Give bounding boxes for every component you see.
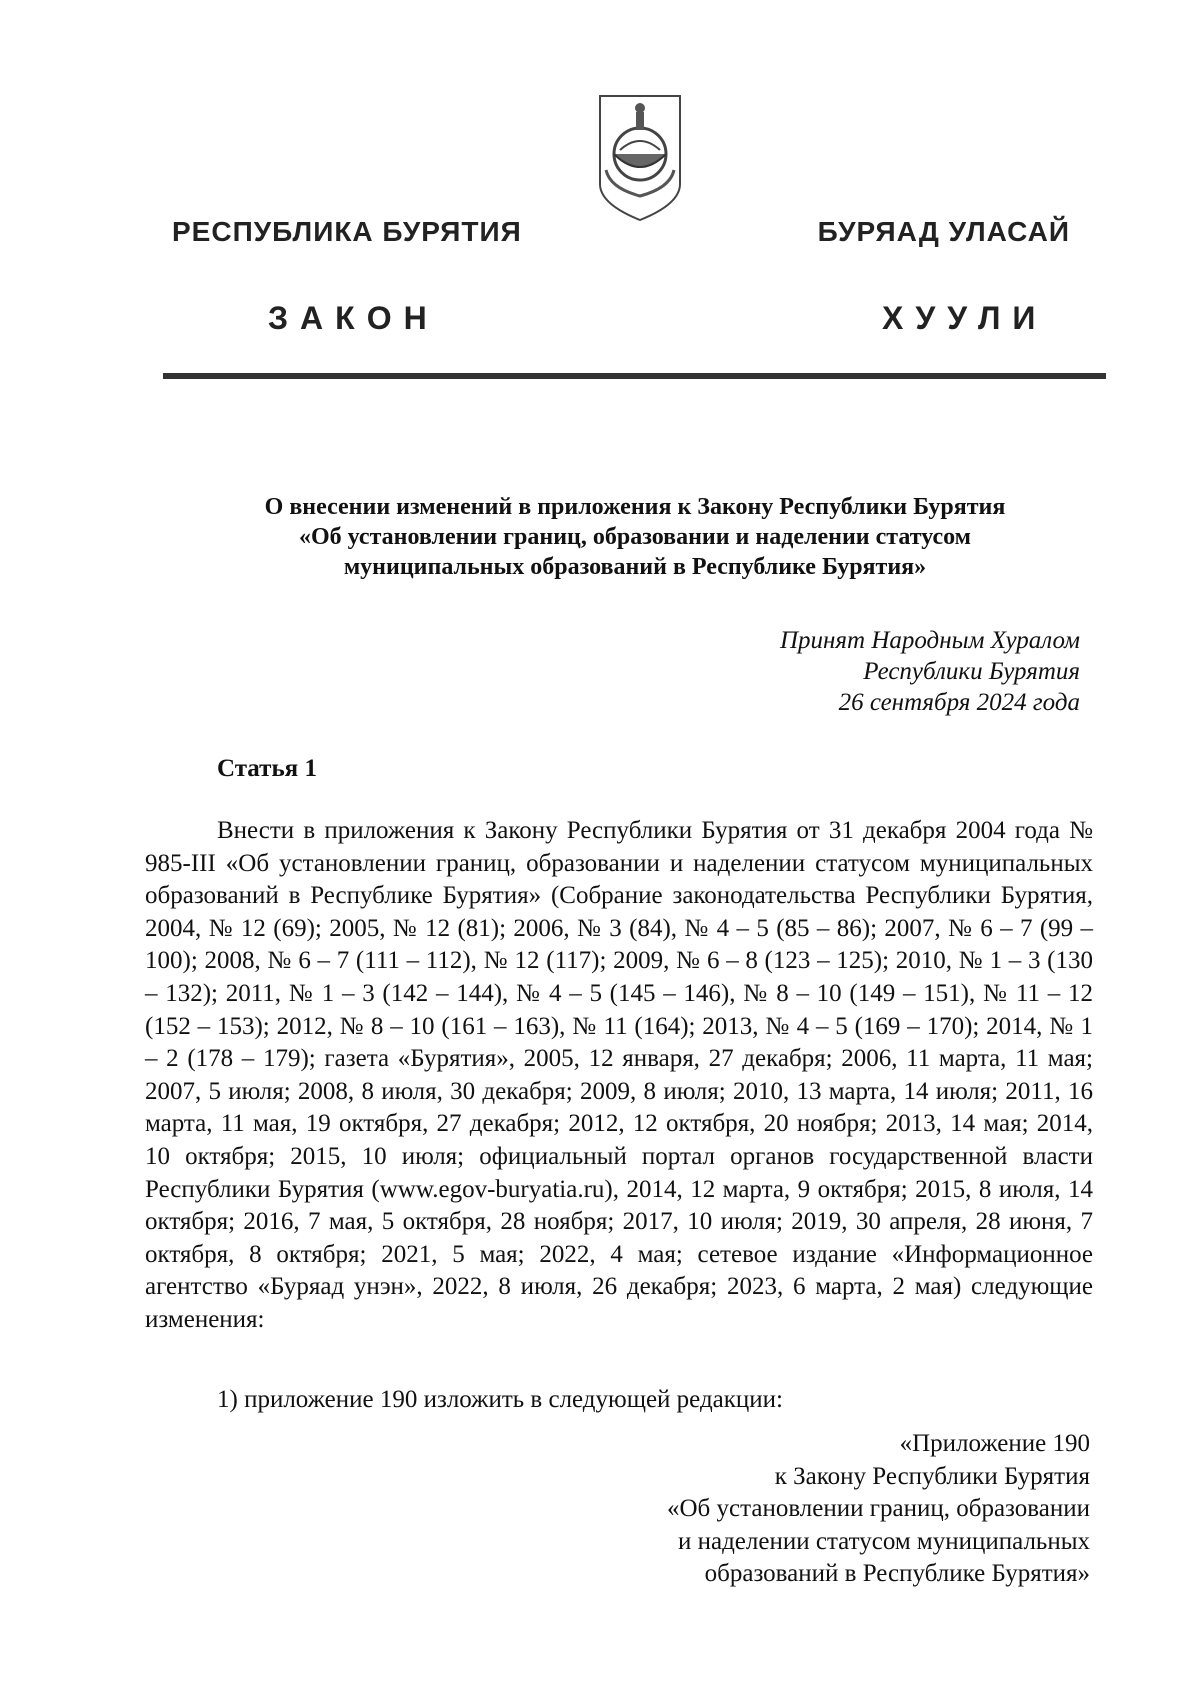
adoption-note [780,625,1080,718]
article-body [145,815,1093,1337]
title-line-1: О внесении изменений в приложения к Закону Республики Бурятия [264,494,1006,520]
appendix-line-1: «Приложение 190 [899,1430,1090,1457]
appendix-line-5: образований в Республике Бурятия» [704,1560,1090,1587]
appendix-line-4: и наделении статусом муниципальных [677,1527,1090,1555]
adoption-line-1: Принят Народным Хуралом [779,627,1080,654]
law-label-buryat: ХУУЛИ [882,300,1048,336]
amendment-item-1: 1) приложение 190 изложить в следующей редакции: [217,1386,783,1413]
coat-of-arms-icon [596,92,684,224]
appendix-line-2: к Закону Республики Бурятия [774,1462,1090,1490]
title-line-2: «Об установлении границ, образовании и наделении статусом [298,524,971,550]
adoption-date: 26 сентября 2024 года [838,689,1080,716]
header-divider [163,373,1106,379]
appendix-line-3: «Об установлении границ, образовании [667,1495,1090,1522]
document-title [160,492,1110,582]
adoption-line-2: Республики Бурятия [863,658,1080,685]
article-heading: Статья 1 [217,755,317,782]
appendix-heading [667,1428,1090,1591]
republic-name-buryat: БУРЯАД УЛАСАЙ [817,216,1070,247]
republic-name-russian: РЕСПУБЛИКА БУРЯТИЯ [172,216,522,247]
title-line-3: муниципальных образований в Республике Бурятия» [343,554,927,580]
article-paragraph: Внести в приложения к Закону Республики Бурятия от 31 декабря 2004 года № 985-III «Об установлении границ, образовании и наделении статусом муниципальных образований в Республике Бурятия» (Собрание законодательства Республики Бурятия, 2004, № 12 (69); 2005, № 12 (81); 2006, № 3 (84), № 4 – 5 (85 – 86); 2007, № 6 – 7 (99 – 100); 2008, № 6 – 7 (111 – 112), № 12 (117); 2009, № 6 – 8 (123 – 125); 2010, № 1 – 3 (130 – 132); 2011, № 1 – 3 (142 – 144), № 4 – 5 (145 – 146), № 8 – 10 (149 – 151), № 11 – 12 (152 – 153); 2012, № 8 – 10 (161 – 163), № 11 (164); 2013, № 4 – 5 (169 – 170); 2014, № 1 – 2 (178 – 179); газета «Бурятия», 2005, 12 января, 27 декабря; 2006, 11 марта, 11 мая; 2007, 5 июля; 2008, 8 июля, 30 декабря; 2009, 8 июля; 2010, 13 марта, 14 июля; 2011, 16 марта, 11 мая, 19 октября, 27 декабря; 2012, 12 октября, 20 ноября; 2013, 14 мая; 2014, 10 октября; 2015, 10 июля; официальный портал органов государственной власти Республики Бурятия (www.egov-buryatia.ru), 2014, 12 марта, 9 октября; 2015, 8 июля, 14 октября; 2016, 7 мая, 5 октября, 28 ноября; 2017, 10 июля; 2019, 30 апреля, 28 июня, 7 октября, 8 октября; 2021, 5 мая; 2022, 4 мая; сетевое издание «Информационное агентство «Буряад унэн», 2022, 8 июля, 26 декабря; 2023, 6 марта, 2 мая) следующие изменения: [145,817,1093,1333]
law-label-russian: ЗАКОН [268,300,439,336]
